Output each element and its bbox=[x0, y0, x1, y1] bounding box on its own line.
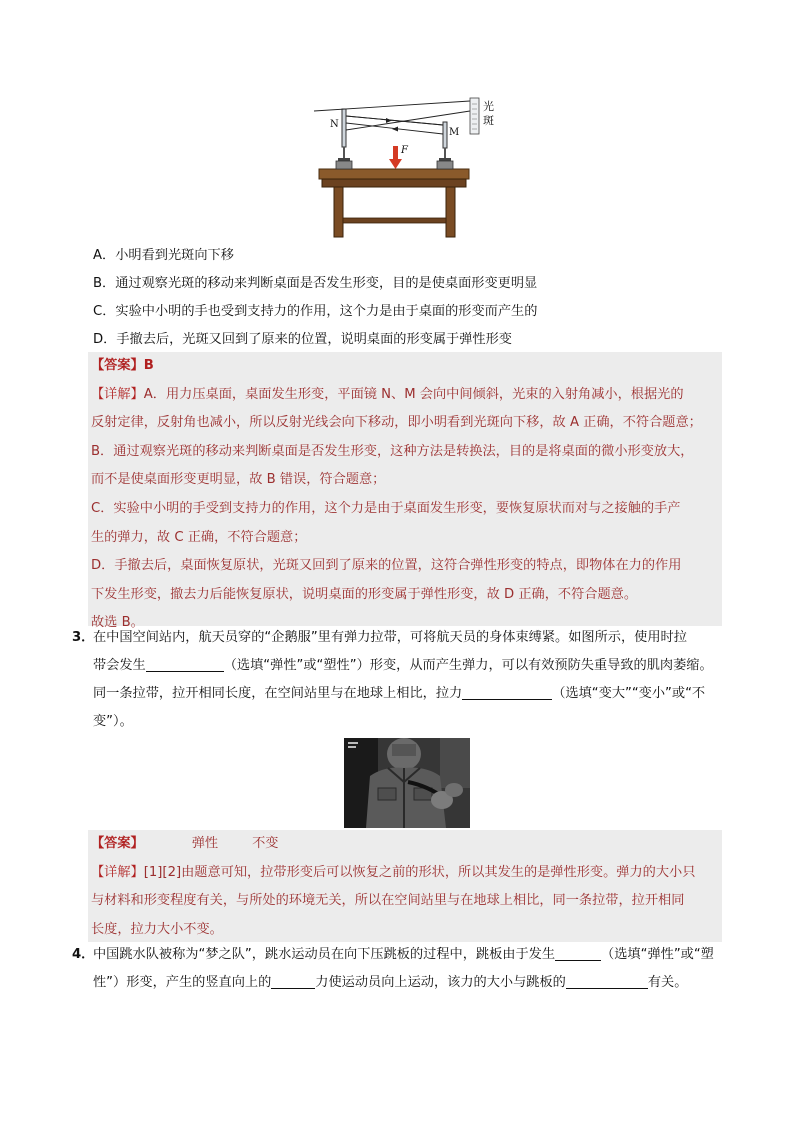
label-F: F bbox=[401, 145, 408, 156]
q3-number: 3． bbox=[72, 630, 95, 645]
q4-blank-3[interactable] bbox=[566, 974, 648, 989]
q3-detail-row-2 bbox=[88, 887, 722, 916]
q3-text: （选填“弹性”或“塑性”）形变，从而产生弹力，可以有效预防失重导致的肌肉萎缩。 bbox=[223, 658, 713, 673]
q3-text: 同一条拉带，拉开相同长度，在空间站里与在地球上相比，拉力 bbox=[93, 686, 463, 701]
q4-number: 4． bbox=[72, 947, 95, 962]
q3-text: 带会发生 bbox=[93, 658, 146, 673]
q3-detail-row-1 bbox=[88, 859, 722, 888]
answer-value: B bbox=[143, 358, 154, 373]
q2-detail-row-2 bbox=[88, 409, 722, 438]
detail-line: 故选 B。 bbox=[91, 615, 144, 631]
q4-blank-1[interactable] bbox=[555, 946, 601, 961]
q3-line-3 bbox=[93, 680, 705, 708]
q3-text: （选填“变大”“变小”或“不 bbox=[552, 686, 706, 701]
option-d: D．手撤去后，光斑又回到了原来的位置，说明桌面的形变属于弹性形变 bbox=[93, 332, 512, 347]
detail-line: 生的弹力，故 C 正确，不符合题意； bbox=[91, 529, 307, 545]
detail-line: [1][2]由题意可知，拉带形变后可以恢复之前的形状，所以其发生的是弹性形变。弹力的大小只 bbox=[143, 864, 696, 880]
q2-detail-row-4 bbox=[88, 466, 722, 495]
answer-value-2: 不变 bbox=[252, 836, 279, 851]
q3-line-2 bbox=[93, 652, 713, 680]
q2-detail-row-8 bbox=[88, 581, 722, 610]
q2-detail-row-5 bbox=[88, 495, 722, 524]
q2-answer-block bbox=[88, 352, 722, 631]
detail-tag: 【详解】 bbox=[91, 386, 144, 402]
q4-text: 有关。 bbox=[647, 975, 688, 990]
q4-text: （选填“弹性”或“塑 bbox=[601, 947, 714, 962]
q3-answer-row bbox=[88, 830, 722, 859]
detail-line: D．手撤去后，桌面恢复原状，光斑又回到了原来的位置，这符合弹性形变的特点，即物体在力的作用 bbox=[91, 558, 682, 574]
label-N: N bbox=[330, 119, 339, 130]
q2-detail-row-7 bbox=[88, 552, 722, 581]
detail-line: 与材料和形变程度有关，与所处的环境无关，所以在空间站里与在地球上相比，同一条拉带，拉开相同 bbox=[91, 893, 685, 909]
q4-text: 中国跳水队被称为“梦之队”，跳水运动员在向下压跳板的过程中，跳板由于发生 bbox=[93, 947, 556, 962]
detail-line: 反射定律，反射角也减小，所以反射光线会向下移动，即小明看到光斑向下移，故 A 正确，不符合题意； bbox=[91, 415, 702, 431]
detail-tag: 【详解】 bbox=[91, 864, 144, 880]
option-b: B．通过观察光斑的移动来判断桌面是否发生形变，目的是使桌面形变更明显 bbox=[93, 276, 538, 291]
answer-tag: 【答案】 bbox=[91, 358, 144, 373]
detail-line: 长度，拉力大小不变。 bbox=[91, 921, 223, 937]
q2-answer-row bbox=[88, 352, 722, 381]
mirror-table-figure bbox=[312, 96, 480, 240]
q2-detail-row-1 bbox=[88, 381, 722, 410]
option-c: C．实验中小明的手也受到支持力的作用，这个力是由于桌面的形变而产生的 bbox=[93, 304, 538, 319]
q3-line-1: 在中国空间站内，航天员穿的“企鹅服”里有弹力拉带，可将航天员的身体束缚紧。如图所示，使用时拉 bbox=[93, 630, 687, 645]
astronaut-photo bbox=[344, 738, 470, 828]
answer-tag: 【答案】 bbox=[91, 836, 144, 851]
detail-line: C．实验中小明的手受到支持力的作用，这个力是由于桌面发生形变，要恢复原状而对与之接触的手产 bbox=[91, 500, 681, 516]
detail-line: B．通过观察光斑的移动来判断桌面是否发生形变，这种方法是转换法，目的是将桌面的微小形变放大， bbox=[91, 443, 694, 459]
q2-detail-row-3 bbox=[88, 438, 722, 467]
q4-text: 力使运动员向上运动，该力的大小与跳板的 bbox=[315, 975, 566, 990]
label-light-spot: 光斑 bbox=[483, 100, 494, 127]
detail-line: A．用力压桌面，桌面发生形变，平面镜 N、M 会向中间倾斜，光束的入射角减小，根据光的 bbox=[143, 386, 684, 402]
answer-value-1: 弹性 bbox=[191, 836, 219, 851]
detail-line: 下发生形变，撤去力后能恢复原状，说明桌面的形变属于弹性形变，故 D 正确，不符合题意。 bbox=[91, 586, 638, 602]
detail-line: 而不是使桌面形变更明显，故 B 错误，符合题意； bbox=[91, 472, 386, 488]
q4-text: 性”）形变，产生的竖直向上的 bbox=[93, 975, 272, 990]
q4-blank-2[interactable] bbox=[271, 974, 315, 989]
q3-answer-block bbox=[88, 830, 722, 942]
q3-blank-1[interactable] bbox=[146, 657, 224, 672]
option-a: A．小明看到光斑向下移 bbox=[93, 248, 234, 263]
q4-line-2 bbox=[93, 969, 687, 997]
q4-line-1 bbox=[93, 941, 714, 969]
label-M: M bbox=[449, 127, 460, 138]
q3-line-4: 变”）。 bbox=[93, 714, 133, 729]
q3-blank-2[interactable] bbox=[462, 685, 552, 700]
q2-detail-row-6 bbox=[88, 524, 722, 553]
